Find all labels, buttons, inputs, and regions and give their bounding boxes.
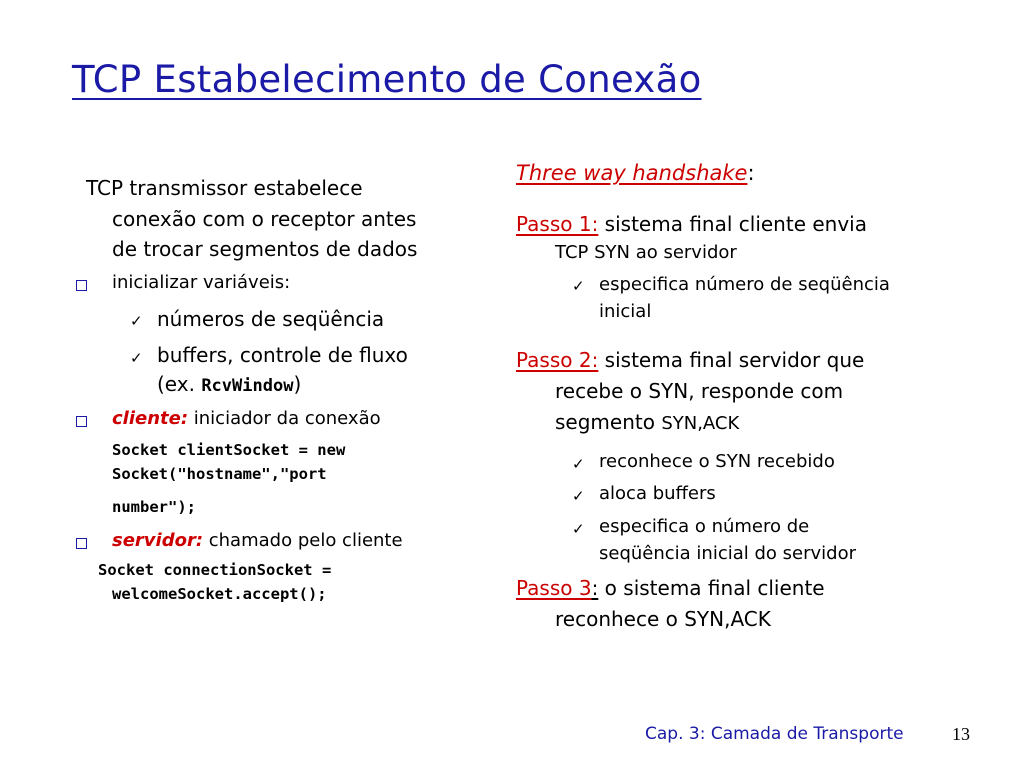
check-buffers-suffix: ) bbox=[293, 372, 302, 396]
square-bullet-icon bbox=[76, 538, 87, 549]
step2-line-3 bbox=[555, 410, 739, 434]
check-buffers-line-2 bbox=[157, 372, 301, 396]
step3-line-1 bbox=[516, 576, 825, 600]
check-buffers-line-1: buffers, controle de fluxo bbox=[157, 343, 408, 367]
checkmark-icon: ✓ bbox=[572, 520, 585, 538]
bullet-server bbox=[112, 530, 403, 551]
code-server-line-2: welcomeSocket.accept(); bbox=[112, 585, 327, 603]
code-client-line-2: Socket("hostname","port bbox=[112, 465, 327, 483]
step2-line-1 bbox=[516, 348, 864, 372]
step3-text: o sistema final cliente bbox=[598, 576, 825, 600]
check-seq-numbers: números de seqüência bbox=[157, 307, 385, 331]
handshake-heading-colon: : bbox=[747, 161, 755, 185]
step2-text: sistema final servidor que bbox=[598, 348, 865, 372]
step2-check-2: aloca buffers bbox=[599, 483, 716, 504]
square-bullet-icon bbox=[76, 280, 87, 291]
handshake-heading-text: Three way handshake bbox=[516, 161, 748, 185]
check-buffers-prefix: (ex. bbox=[157, 372, 202, 396]
step2-check-1: reconhece o SYN recebido bbox=[599, 451, 835, 472]
rcvwindow-code: RcvWindow bbox=[201, 376, 294, 396]
bullet-client bbox=[112, 408, 381, 429]
checkmark-icon: ✓ bbox=[572, 455, 585, 473]
step2-synack: SYN,ACK bbox=[661, 413, 740, 434]
step2-segment-text: segmento bbox=[555, 410, 662, 434]
square-bullet-icon bbox=[76, 416, 87, 427]
step1-line-2: TCP SYN ao servidor bbox=[555, 242, 737, 263]
step1-label: Passo 1: bbox=[516, 212, 599, 236]
code-server-line-1: Socket connectionSocket = bbox=[98, 561, 332, 579]
checkmark-icon: ✓ bbox=[130, 349, 143, 367]
handshake-heading bbox=[516, 161, 755, 185]
step1-check-line-1: especifica número de seqüência bbox=[599, 274, 890, 295]
step1-line-1 bbox=[516, 212, 867, 236]
step3-label: Passo 3 bbox=[516, 576, 592, 600]
step2-label: Passo 2: bbox=[516, 348, 599, 372]
footer-chapter: Cap. 3: Camada de Transporte bbox=[645, 724, 904, 744]
step1-check-line-2: inicial bbox=[599, 301, 652, 322]
step1-text: sistema final cliente envia bbox=[598, 212, 867, 236]
step2-check-3-line-2: seqüência inicial do servidor bbox=[599, 543, 856, 564]
server-text: chamado pelo cliente bbox=[203, 530, 403, 551]
bullet-init-vars: inicializar variáveis: bbox=[112, 272, 291, 293]
client-text: iniciador da conexão bbox=[188, 408, 381, 429]
checkmark-icon: ✓ bbox=[572, 487, 585, 505]
code-client-line-3: number"); bbox=[112, 498, 196, 516]
step3-colon: : bbox=[591, 576, 599, 600]
step3-line-2: reconhece o SYN,ACK bbox=[555, 607, 771, 631]
step2-check-3-line-1: especifica o número de bbox=[599, 516, 810, 537]
step2-line-2: recebe o SYN, responde com bbox=[555, 379, 844, 403]
checkmark-icon: ✓ bbox=[572, 277, 585, 295]
checkmark-icon: ✓ bbox=[130, 312, 143, 330]
server-label: servidor: bbox=[112, 530, 204, 551]
intro-line-2: conexão com o receptor antes bbox=[112, 207, 417, 231]
page-title: TCP Estabelecimento de Conexão bbox=[72, 58, 702, 101]
intro-line-1: TCP transmissor estabelece bbox=[86, 176, 363, 200]
page-number: 13 bbox=[952, 724, 970, 744]
intro-line-3: de trocar segmentos de dados bbox=[112, 237, 418, 261]
code-client-line-1: Socket clientSocket = new bbox=[112, 441, 346, 459]
client-label: cliente: bbox=[112, 408, 189, 429]
